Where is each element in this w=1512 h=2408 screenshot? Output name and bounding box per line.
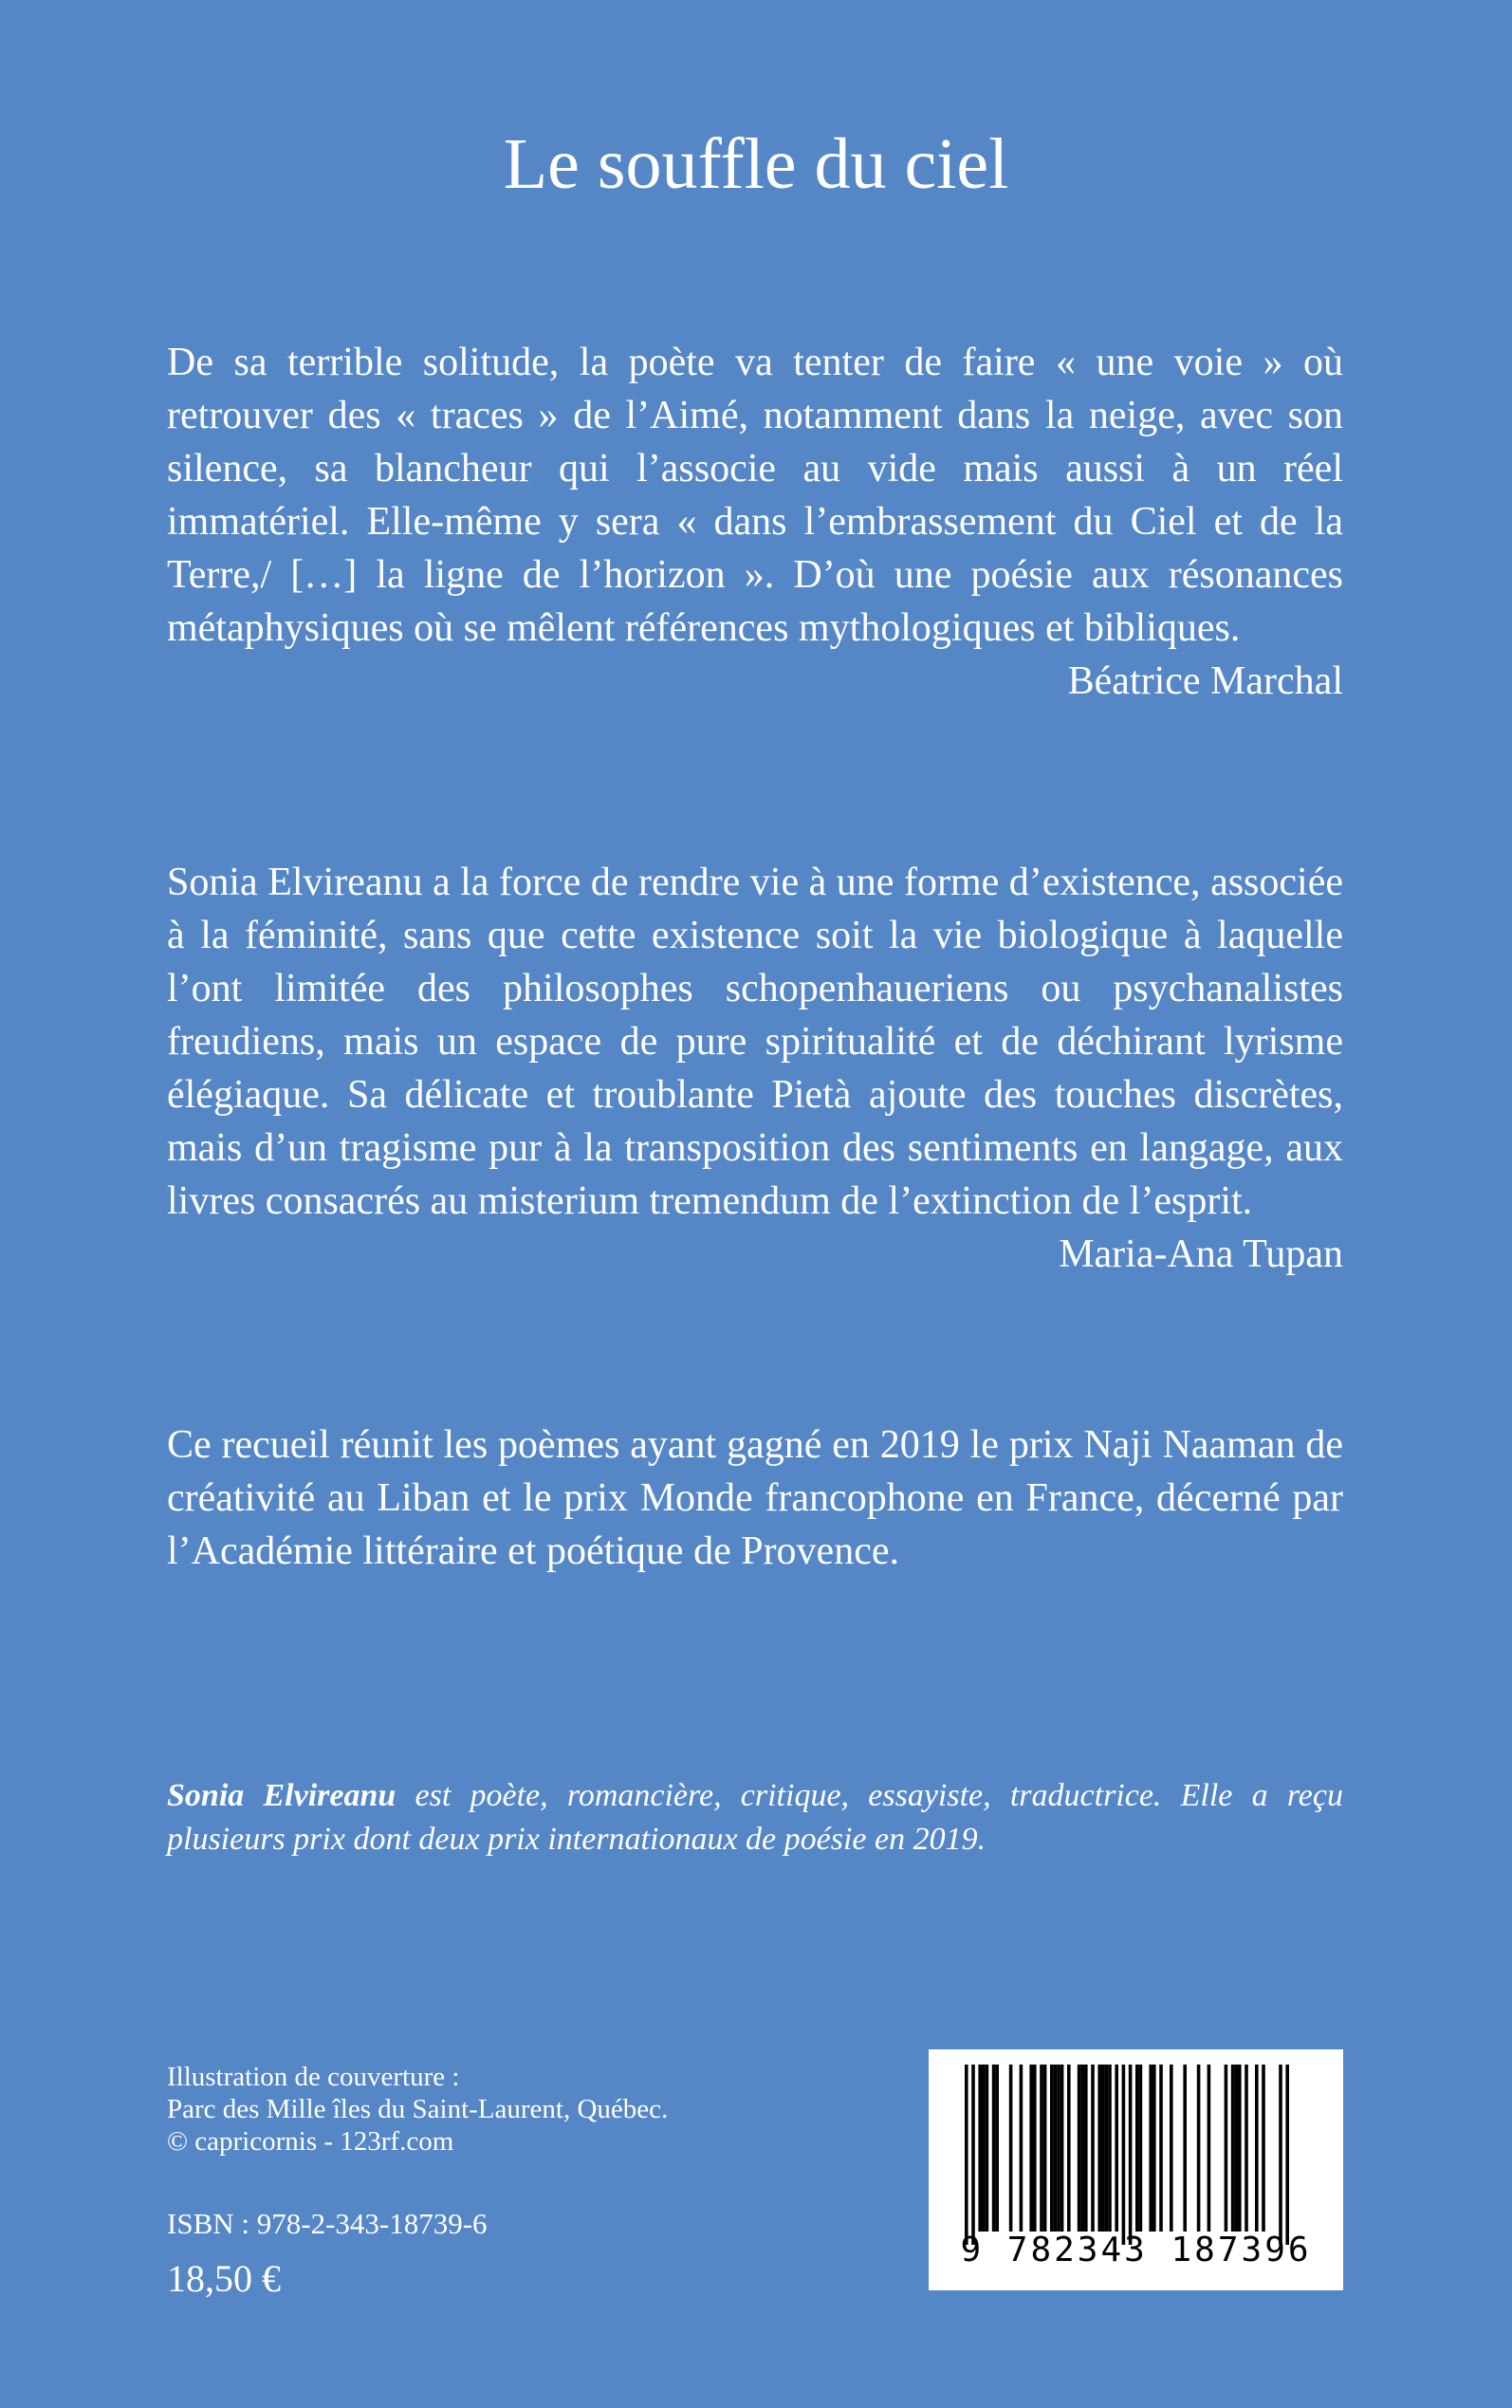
barcode-bar: [1060, 2065, 1064, 2232]
barcode-bar: [1057, 2065, 1060, 2232]
barcode-bar: [1129, 2065, 1133, 2245]
barcode-bar: [1050, 2065, 1054, 2232]
credits-line: © capricornis - 123rf.com: [167, 2126, 454, 2157]
barcode-bar: [1139, 2065, 1143, 2232]
barcode-bar: [1135, 2065, 1139, 2232]
barcode-bar: [1033, 2065, 1037, 2232]
barcode-bar: [1197, 2065, 1201, 2232]
book-title: Le souffle du ciel: [503, 124, 1009, 204]
barcode-bar: [1231, 2065, 1235, 2232]
barcode-bar: [1043, 2065, 1047, 2232]
award-paragraph: [167, 1418, 1343, 1578]
credits-line: Illustration de couverture :: [167, 2062, 460, 2092]
author-bio-text: [167, 1774, 1343, 1862]
barcode-bar: [1262, 2065, 1265, 2232]
barcode-bar: [1183, 2065, 1187, 2232]
barcode-bar: [1225, 2065, 1228, 2232]
isbn: ISBN : 978-2-343-18739-6: [167, 2207, 488, 2240]
barcode-bar: [1029, 2065, 1033, 2232]
barcode-bar: [1091, 2065, 1095, 2232]
barcode-bar: [986, 2065, 989, 2232]
barcode-bar: [1255, 2065, 1259, 2232]
barcode-bar: [1040, 2065, 1043, 2232]
barcode-bar: [1170, 2065, 1173, 2232]
price: 18,50 €: [167, 2257, 281, 2300]
barcode-bar: [1101, 2065, 1105, 2232]
barcode-bar: [1108, 2065, 1112, 2232]
award-text: Ce recueil réunit les poèmes ayant gagné en 2019 le prix Naji Naaman de créativité au Liban et le prix Monde francophone en France, décerné par l’Académie littéraire et poétique de Provence.: [167, 1423, 1343, 1573]
barcode-bar: [1080, 2065, 1084, 2232]
cover-credits: [167, 2061, 755, 2158]
barcode-bar: [1238, 2065, 1242, 2232]
credits-line: Parc des Mille îles du Saint-Laurent, Québec.: [167, 2094, 669, 2124]
review-text: De sa terrible solitude, la poète va tenter de faire « une voie » où retrouver des « traces » de l’Aimé, notamment dans la neige, avec son silence, sa blancheur qui l’associe au vide mais aussi à un réel immatériel. Elle-même y sera « dans l’embrassement du Ciel et de la Terre,/ […] la ligne de l’horizon ». D’où une poésie aux résonances métaphysiques où se mêlent références mythologiques et bibliques.: [167, 341, 1343, 650]
barcode-bar: [1149, 2065, 1152, 2232]
author-bio-body: est poète, romancière, critique, essayiste, traductrice. Elle a reçu plusieurs prix dont deux prix internationaux de poésie en 2019.: [167, 1778, 1343, 1857]
barcode-bar: [1078, 2065, 1081, 2232]
review-author: Béatrice Marchal: [1067, 659, 1343, 703]
barcode-bar: [1084, 2065, 1088, 2232]
barcode-bar: [1245, 2065, 1248, 2232]
barcode-bar: [1234, 2065, 1238, 2232]
author-bio: [167, 1774, 1343, 1862]
review-quote-2: [167, 856, 1343, 1281]
barcode-bar: [1122, 2065, 1126, 2245]
barcode-bar: [1105, 2065, 1109, 2232]
barcode-bar: [1009, 2065, 1013, 2232]
review-quote-1: [167, 336, 1343, 708]
barcode-digits: 9 782343 187396: [960, 2231, 1312, 2269]
barcode-bar: [1020, 2065, 1023, 2232]
barcode-bar: [992, 2065, 996, 2232]
review-author: Maria-Ana Tupan: [1059, 1232, 1343, 1276]
barcode-bar: [982, 2065, 986, 2232]
barcode-bar: [1208, 2065, 1211, 2232]
barcode-bar: [1115, 2065, 1118, 2232]
barcode-bar: [1054, 2065, 1058, 2232]
author-name: Sonia Elvireanu: [167, 1778, 396, 1813]
barcode-bar: [1159, 2065, 1163, 2232]
barcode-bar: [995, 2065, 999, 2232]
barcode-bar: [1067, 2065, 1071, 2232]
barcode-bar: [1279, 2065, 1282, 2245]
barcode-bar: [971, 2065, 975, 2245]
barcode-bar: [978, 2065, 982, 2232]
barcode-bar: [1285, 2065, 1289, 2245]
barcode: [929, 2049, 1343, 2290]
barcode-bar: [1097, 2065, 1101, 2232]
review-text: Sonia Elvireanu a la force de rendre vie à une forme d’existence, associée à la féminité, sans que cette existence soit la vie biologique à laquelle l’ont limitée des philosophes schopenhaueriens ou psychanalistes freudiens, mais un espace de pure spiritualité et de déchirant lyrisme élégiaque. Sa délicate et troublante Pietà ajoute des touches discrètes, mais d’un tragisme pur à la transposition des sentiments en langage, aux livres consacrés au misterium tremendum de l’extinction de l’esprit.: [167, 861, 1343, 1223]
barcode-bar: [965, 2065, 968, 2245]
barcode-bar: [1152, 2065, 1156, 2232]
